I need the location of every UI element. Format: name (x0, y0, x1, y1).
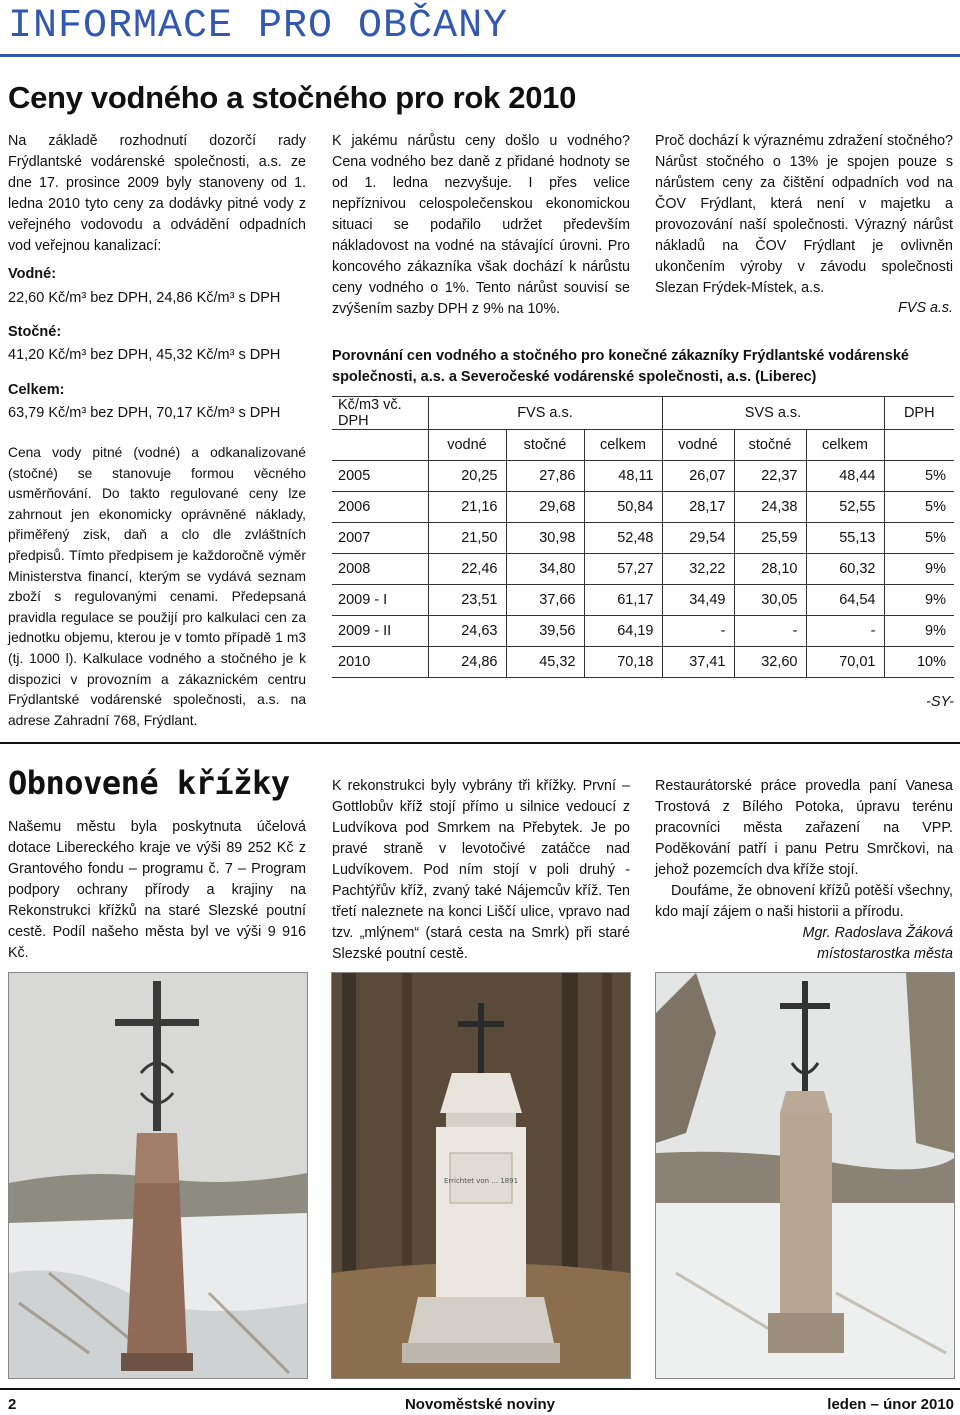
cell-celkem-fvs: 64,19 (584, 616, 662, 647)
subheader-empty (332, 430, 428, 461)
signature-name: Mgr. Radoslava Žáková (802, 925, 953, 941)
table-row (332, 616, 954, 647)
sy-signature: -SY- (926, 694, 954, 710)
qa-stocne-block (655, 131, 953, 316)
company1-header: FVS a.s. (428, 397, 662, 430)
prices-intro-block (8, 131, 306, 257)
cell-vat: 10% (884, 647, 954, 678)
photo-cross-2 (331, 972, 631, 1379)
krizky-col3 (655, 776, 953, 965)
krizky-col2 (332, 776, 630, 965)
issue-date: leden – únor 2010 (827, 1396, 954, 1413)
cell-vodne-fvs: 23,51 (428, 585, 506, 616)
cell-stocne-fvs: 37,66 (506, 585, 584, 616)
unit-header: Kč/m3 vč. DPH (332, 397, 428, 430)
signature-role: místostarostka města (817, 946, 953, 962)
table-row (332, 647, 954, 678)
row-year: 2009 - II (332, 616, 428, 647)
table-row (332, 585, 954, 616)
cell-vodne-svs: 37,41 (662, 647, 734, 678)
table-row (332, 492, 954, 523)
comparison-table (332, 396, 954, 678)
subheader-vat-empty (884, 430, 954, 461)
cell-stocne-svs: 30,05 (734, 585, 806, 616)
row-year: 2010 (332, 647, 428, 678)
newspaper-name: Novoměstské noviny (404, 1396, 556, 1413)
row-year: 2006 (332, 492, 428, 523)
section-separator (0, 742, 960, 744)
cell-stocne-svs: - (734, 616, 806, 647)
photo-cross-1 (8, 972, 308, 1379)
subheader-vodne-2: vodné (662, 430, 734, 461)
subheader-stocne-1: stočné (506, 430, 584, 461)
photo-cross-3 (655, 972, 955, 1379)
subheader-stocne-2: stočné (734, 430, 806, 461)
cell-stocne-fvs: 27,86 (506, 461, 584, 492)
table-row (332, 554, 954, 585)
cell-vat: 5% (884, 523, 954, 554)
cell-celkem-fvs: 70,18 (584, 647, 662, 678)
table-row (332, 461, 954, 492)
cell-vat: 5% (884, 461, 954, 492)
photo-cross-3-image (656, 973, 954, 1378)
cell-celkem-fvs: 61,17 (584, 585, 662, 616)
subheader-celkem-2: celkem (806, 430, 884, 461)
subheader-celkem-1: celkem (584, 430, 662, 461)
cell-celkem-svs: 48,44 (806, 461, 884, 492)
row-year: 2009 - I (332, 585, 428, 616)
cell-stocne-fvs: 29,68 (506, 492, 584, 523)
cell-vodne-svs: 29,54 (662, 523, 734, 554)
regulation-text: Cena vody pitné (vodné) a odkanalizované (stočné) se stanovuje formou věcného usměrňování. Do takto regulované ceny lze zahrnout jen ekonomicky oprávněné náklady, přiměřený zisk, daň a clo dle zvláštních předpisů. Tímto předpisem je každoročně výměr Ministerstva financí, kterým se vydává seznam zboží s regulovanými cenami. Předepsaná pravidla regulace se použijí pro kalkulaci cen za jednotku objemu, kterou je v tomto případě 1 m3 (tj. 1000 l). Kalkulace vodného a stočného je k dispozici v provozním a zákaznickém centru Frýdlantské vodárenské společnosti, a.s. na adrese Zahradní 768, Frýdlant. (8, 445, 306, 728)
fvs-signature: FVS a.s. (898, 300, 953, 316)
cell-vodne-fvs: 22,46 (428, 554, 506, 585)
comparison-title: Porovnání cen vodného a stočného pro konečné zákazníky Frýdlantské vodárenské společnosti, a.s. a Severočeské vodárenské společnosti, a.s. (Liberec) (332, 348, 909, 385)
cell-vodne-svs: 34,49 (662, 585, 734, 616)
krizky-col1 (8, 817, 306, 964)
celkem-price: 63,79 Kč/m³ bez DPH, 70,17 Kč/m³ s DPH (8, 405, 281, 421)
subheader-vodne-1: vodné (428, 430, 506, 461)
photo-cross-2-image (332, 973, 630, 1378)
krizky-text-1: Našemu městu byla poskytnuta účelová dotace Libereckého kraje ve výši 89 252 Kč z Grantového fondu – programu č. 7 – Program podpory ochrany přírody a krajiny na Rekonstrukci křížků na staré Slezské poutní cestě. Podíl našeho města byl ve výši 9 916 Kč. (8, 819, 306, 961)
prices-intro: Na základě rozhodnutí dozorčí rady Frýdlantské vodárenské společnosti, a.s. ze dne 17. prosince 2009 byly stanoveny od 1. ledna 2010 tyto ceny za dodávky pitné vody z veřejného vodovodu a odvádění odpadních vod veřejnou kanalizací: (8, 133, 306, 254)
cell-celkem-svs: 60,32 (806, 554, 884, 585)
cell-celkem-svs: 55,13 (806, 523, 884, 554)
cell-celkem-fvs: 50,84 (584, 492, 662, 523)
stocne-label: Stočné: (8, 324, 62, 340)
cell-vodne-svs: - (662, 616, 734, 647)
table-row (332, 523, 954, 554)
cell-celkem-svs: 64,54 (806, 585, 884, 616)
page-number: 2 (8, 1396, 17, 1413)
vodne-label: Vodné: (8, 266, 57, 282)
cell-vat: 9% (884, 616, 954, 647)
cell-stocne-fvs: 45,32 (506, 647, 584, 678)
cell-vat: 9% (884, 554, 954, 585)
cell-stocne-fvs: 39,56 (506, 616, 584, 647)
krizky-title: Obnovené křížky (8, 764, 290, 802)
qa-stocne-text: Proč dochází k výraznému zdražení stočného? Nárůst stočného o 13% je spojen pouze s nárůstem ceny za čištění odpadních vod na ČOV Frýdlant, která není v majetku a provozování naší společnosti. Výrazný nárůst nákladů na ČOV Frýdlant je ovlivněn ukončením výroby v závodu společnosti Slezan Frýdek-Místek, a.s. (655, 133, 953, 296)
cell-vat: 5% (884, 492, 954, 523)
qa-vodne-block (332, 131, 630, 320)
cell-celkem-svs: 70,01 (806, 647, 884, 678)
cell-celkem-svs: 52,55 (806, 492, 884, 523)
regulation-block (8, 443, 306, 731)
article-title: Ceny vodného a stočného pro rok 2010 (8, 80, 577, 115)
cell-vodne-svs: 28,17 (662, 492, 734, 523)
cross-inscription: Errichtet von ... 1891 (443, 1177, 519, 1185)
cell-celkem-fvs: 48,11 (584, 461, 662, 492)
stocne-price: 41,20 Kč/m³ bez DPH, 45,32 Kč/m³ s DPH (8, 347, 281, 363)
cell-vodne-fvs: 24,63 (428, 616, 506, 647)
vodne-price: 22,60 Kč/m³ bez DPH, 24,86 Kč/m³ s DPH (8, 290, 281, 306)
cell-stocne-fvs: 30,98 (506, 523, 584, 554)
cell-vat: 9% (884, 585, 954, 616)
qa-vodne-text: K jakému nárůstu ceny došlo u vodného? Cena vodného bez daně z přidané hodnoty se od 1. ledna nezvyšuje. I přes velice nepříznivou celospolečenskou ekonomickou situaci se podařilo udržet především nákladovost na vodné na stávající úrovni. Pro koncového zákazníka však dochází k nárůstu ceny vodného o 1%. Tento nárůst souvisí se zvýšením sazby DPH z 9% na 10%. (332, 133, 630, 317)
cell-stocne-svs: 22,37 (734, 461, 806, 492)
footer-rule (0, 1388, 960, 1390)
cell-stocne-fvs: 34,80 (506, 554, 584, 585)
cell-celkem-fvs: 57,27 (584, 554, 662, 585)
cell-vodne-fvs: 21,50 (428, 523, 506, 554)
cell-stocne-svs: 32,60 (734, 647, 806, 678)
vat-header: DPH (884, 397, 954, 430)
cell-celkem-svs: - (806, 616, 884, 647)
header-rule (0, 54, 960, 57)
celkem-label: Celkem: (8, 382, 65, 398)
cell-stocne-svs: 25,59 (734, 523, 806, 554)
cell-vodne-svs: 26,07 (662, 461, 734, 492)
cell-vodne-fvs: 24,86 (428, 647, 506, 678)
cell-vodne-fvs: 20,25 (428, 461, 506, 492)
krizky-text-3b: Doufáme, že obnovení křížů potěší všechny, kdo mají zájem o naši historii a přírodu. (655, 883, 953, 920)
krizky-text-2: K rekonstrukci byly vybrány tři křížky. První – Gottlobův kříž stojí přímo u silnice vedoucí z Ludvíkova pod Smrkem na Přebytek. Je po pravé straně v levotočivé zatáčce nad Ludvíkovem. Pod ním stojí v poli druhý - Pachtýřův kříž, zvaný také Nájemcův kříž. Ten třetí naleznete na konci Liščí ulice, vpravo nad tzv. „mlýnem“ (stará cesta na Smrk) při staré Slezské poutní cestě. (332, 778, 630, 962)
row-year: 2008 (332, 554, 428, 585)
row-year: 2005 (332, 461, 428, 492)
cell-vodne-svs: 32,22 (662, 554, 734, 585)
section-banner: INFORMACE PRO OBČANY (8, 4, 509, 49)
cell-stocne-svs: 28,10 (734, 554, 806, 585)
row-year: 2007 (332, 523, 428, 554)
photo-cross-1-image (9, 973, 307, 1378)
cell-celkem-fvs: 52,48 (584, 523, 662, 554)
company2-header: SVS a.s. (662, 397, 884, 430)
cell-stocne-svs: 24,38 (734, 492, 806, 523)
krizky-text-3a: Restaurátorské práce provedla paní Vanesa Trostová z Bílého Potoka, úpravu terénu pracovníci města zařazení na VPP. Poděkování patří i panu Petru Smrčkovi, na jehož pozemcích dva kříže stojí. (655, 778, 953, 878)
cell-vodne-fvs: 21,16 (428, 492, 506, 523)
